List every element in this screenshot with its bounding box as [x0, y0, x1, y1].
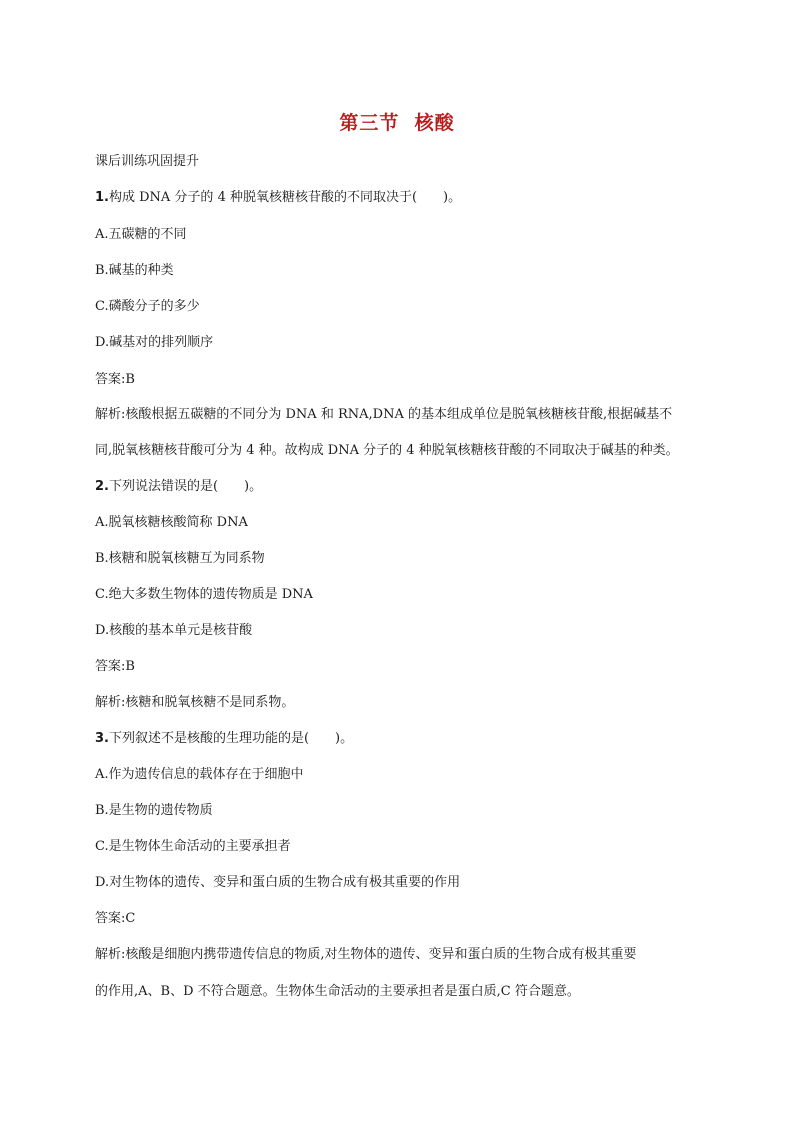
question-1-option-b: B.碱基的种类	[95, 263, 174, 278]
question-number: 1.	[95, 190, 109, 205]
question-2-option-a: A.脱氧核糖核酸简称 DNA	[95, 515, 248, 530]
question-3-option-d: D.对生物体的遗传、变异和蛋白质的生物合成有极其重要的作用	[95, 875, 461, 890]
question-3-option-a: A.作为遗传信息的载体存在于细胞中	[95, 767, 304, 782]
question-3-stem	[95, 730, 353, 748]
question-1-option-c: C.磷酸分子的多少	[95, 299, 200, 314]
question-1-explanation-line-2: 同,脱氧核糖核苷酸可分为 4 种。故构成 DNA 分子的 4 种脱氧核糖核苷酸的不同取决于碱基的种类。	[95, 443, 679, 458]
question-3-option-c: C.是生物体生命活动的主要承担者	[95, 839, 291, 854]
question-1-stem	[95, 189, 461, 207]
question-text: 下列叙述不是核酸的生理功能的是( )。	[108, 731, 354, 746]
question-2-option-b: B.核糖和脱氧核糖互为同系物	[95, 551, 265, 566]
question-2-option-c: C.绝大多数生物体的遗传物质是 DNA	[95, 587, 313, 602]
question-number: 3.	[95, 731, 109, 746]
question-2-stem	[95, 478, 262, 496]
question-2-option-d: D.核酸的基本单元是核苷酸	[95, 623, 253, 638]
question-1-explanation-line-1: 解析:核酸根据五碳糖的不同分为 DNA 和 RNA,DNA 的基本组成单位是脱氧核糖核苷酸,根据碱基不	[95, 407, 673, 422]
question-3-option-b: B.是生物的遗传物质	[95, 803, 213, 818]
question-2-answer: 答案:B	[95, 659, 135, 674]
page-title: 第三节 核酸	[339, 112, 455, 134]
section-heading: 课后训练巩固提升	[95, 154, 200, 169]
question-2-explanation-line-1: 解析:核糖和脱氧核糖不是同系物。	[95, 695, 295, 710]
question-1-option-d: D.碱基对的排列顺序	[95, 335, 214, 350]
question-text: 下列说法错误的是( )。	[108, 479, 263, 494]
question-text: 构成 DNA 分子的 4 种脱氧核糖核苷酸的不同取决于( )。	[108, 190, 462, 205]
question-number: 2.	[95, 479, 109, 494]
question-1-answer: 答案:B	[95, 372, 135, 387]
question-3-explanation-line-2: 的作用,A、B、D 不符合题意。生物体生命活动的主要承担者是蛋白质,C 符合题意。	[95, 984, 580, 999]
question-3-explanation-line-1: 解析:核酸是细胞内携带遗传信息的物质,对生物体的遗传、变异和蛋白质的生物合成有极其重要	[95, 947, 637, 962]
question-1-option-a: A.五碳糖的不同	[95, 227, 187, 242]
question-3-answer: 答案:C	[95, 911, 136, 926]
